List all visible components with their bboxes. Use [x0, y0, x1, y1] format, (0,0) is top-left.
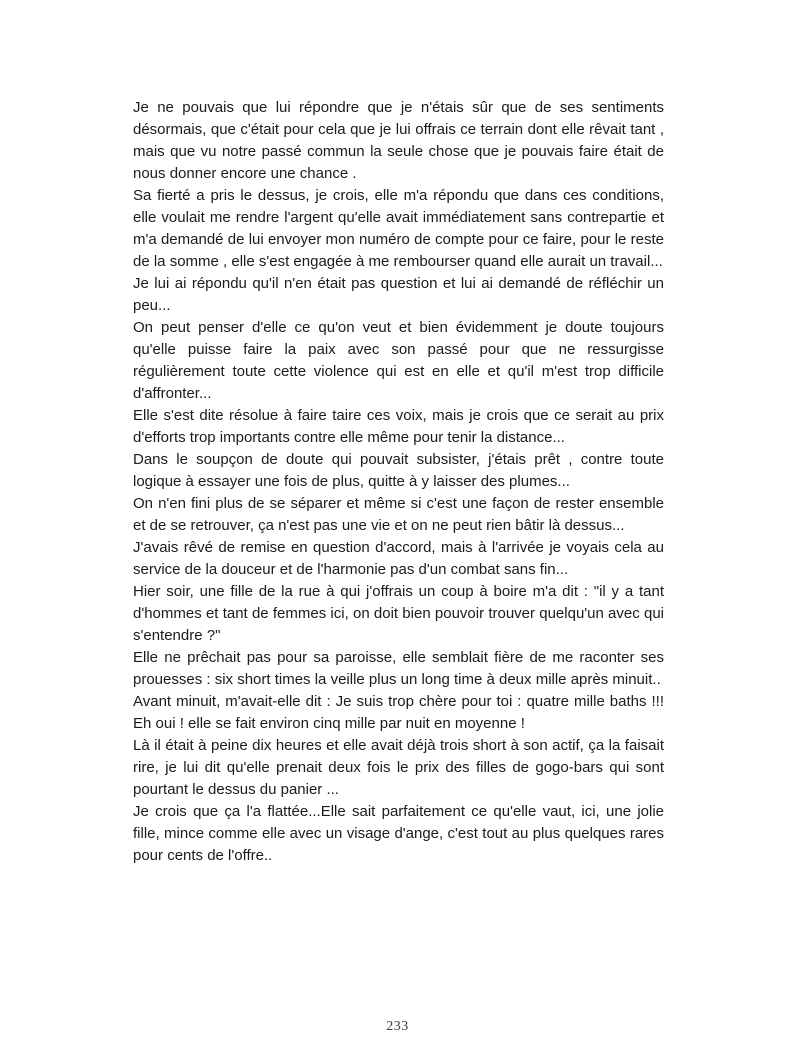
paragraph: Elle s'est dite résolue à faire taire ces voix, mais je crois que ce serait au prix d'efforts trop importants contre elle même pour tenir la distance... [133, 407, 664, 446]
paragraph: Je ne pouvais que lui répondre que je n'étais sûr que de ses sentiments désormais, que c'était pour cela que je lui offrais ce terrain dont elle rêvait tant , mais que vu notre passé commun la seule chose que je pouvais faire était de nous donner encore une chance . [133, 99, 664, 182]
paragraph: J'avais rêvé de remise en question d'accord, mais à l'arrivée je voyais cela au service de la douceur et de l'harmonie pas d'un combat sans fin... [133, 539, 664, 578]
paragraph: Je lui ai répondu qu'il n'en était pas question et lui ai demandé de réfléchir un peu... [133, 275, 664, 314]
paragraph: Là il était à peine dix heures et elle avait déjà trois short à son actif, ça la faisait rire, je lui dit qu'elle prenait deux fois le prix des filles de gogo-bars qui sont pourtant le dessus du panier ... [133, 737, 664, 798]
page-number: 233 [386, 1019, 409, 1034]
paragraph: Elle ne prêchait pas pour sa paroisse, elle semblait fière de me raconter ses prouesses : six short times la veille plus un long time à deux mille après minuit.. [133, 649, 664, 688]
page-footer [0, 1017, 795, 1035]
paragraph: Je crois que ça l'a flattée...Elle sait parfaitement ce qu'elle vaut, ici, une jolie fille, mince comme elle avec un visage d'ange, c'est tout au plus quelques rares pour cents de l'offre.. [133, 803, 664, 864]
paragraph: On n'en fini plus de se séparer et même si c'est une façon de rester ensemble et de se retrouver, ça n'est pas une vie et on ne peut rien bâtir là dessus... [133, 495, 664, 534]
paragraph: Hier soir, une fille de la rue à qui j'offrais un coup à boire m'a dit : "il y a tant d'hommes et tant de femmes ici, on doit bien pouvoir trouver quelqu'un avec qui s'entendre ?" [133, 583, 664, 644]
paragraph: On peut penser d'elle ce qu'on veut et bien évidemment je doute toujours qu'elle puisse faire la paix avec son passé pour que ne ressurgisse régulièrement toute cette violence qui est en elle et qu'il m'est trop difficile d'affronter... [133, 319, 664, 402]
paragraph: Sa fierté a pris le dessus, je crois, elle m'a répondu que dans ces conditions, elle voulait me rendre l'argent qu'elle avait immédiatement sans contrepartie et m'a demandé de lui envoyer mon numéro de compte pour ce faire, pour le reste de la somme , elle s'est engagée à me rembourser quand elle aurait un travail... [133, 187, 664, 270]
paragraph: Dans le soupçon de doute qui pouvait subsister, j'étais prêt , contre toute logique à essayer une fois de plus, quitte à y laisser des plumes... [133, 451, 664, 490]
text-block [133, 97, 664, 867]
paragraph: Avant minuit, m'avait-elle dit : Je suis trop chère pour toi : quatre mille baths !!! Eh oui ! elle se fait environ cinq mille par nuit en moyenne ! [133, 693, 664, 732]
